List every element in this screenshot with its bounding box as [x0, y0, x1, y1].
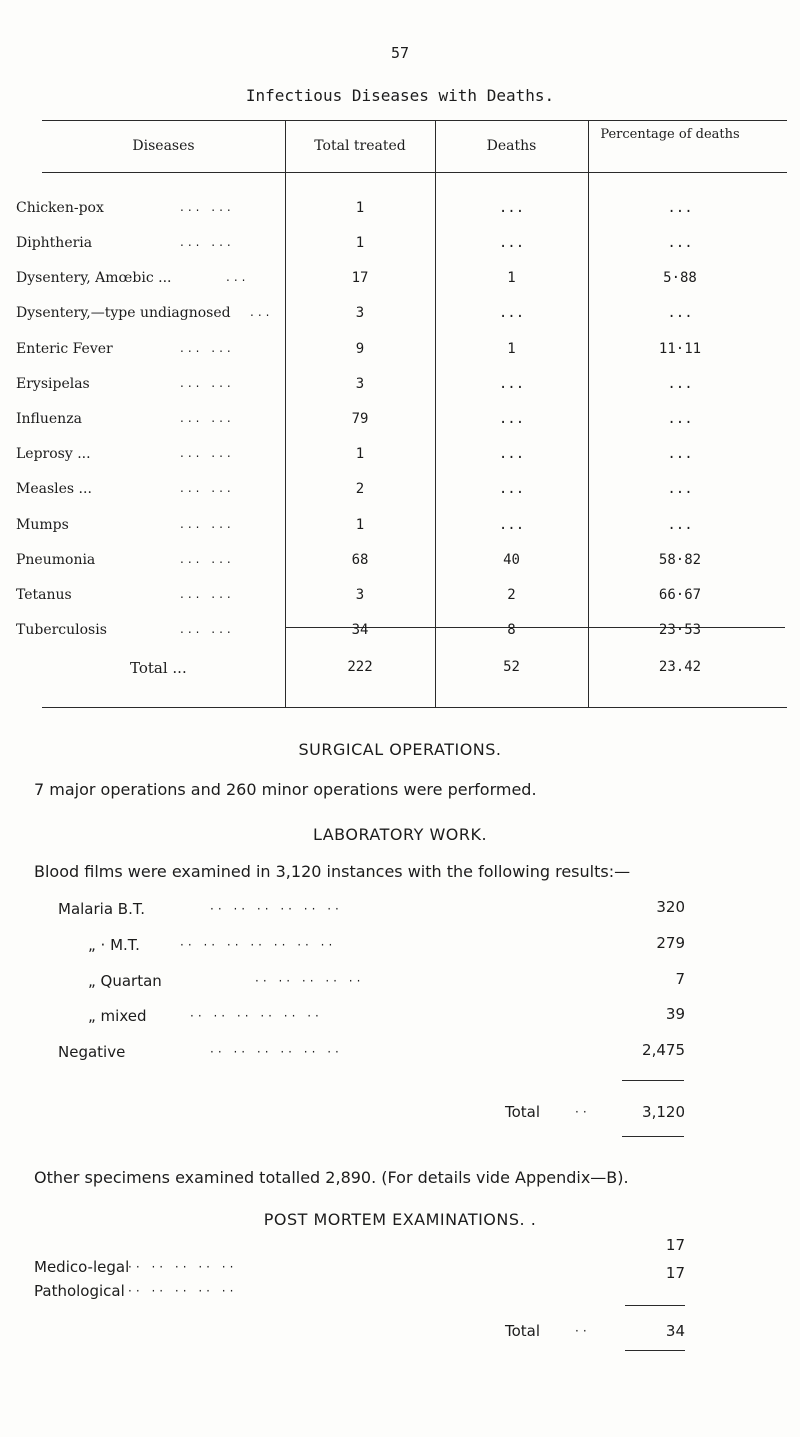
- pct-cell: ...: [667, 411, 693, 427]
- item-value: 17: [665, 1264, 685, 1282]
- dot-leader: ... ...: [180, 481, 235, 495]
- surgical-heading: SURGICAL OPERATIONS.: [298, 740, 502, 759]
- treated-cell: 1: [355, 446, 365, 462]
- pct-cell: ...: [667, 200, 693, 216]
- deaths-cell: 1: [507, 341, 516, 357]
- disease-name: Influenza: [16, 411, 82, 427]
- pct-cell: 66·67: [658, 587, 702, 603]
- deaths-cell: ...: [498, 411, 525, 427]
- deaths-cell: 1: [507, 270, 516, 286]
- disease-name: Enteric Fever: [16, 341, 113, 357]
- dot-leader: ... ...: [180, 200, 235, 214]
- item-value: 17: [665, 1236, 685, 1254]
- disease-name: Tuberculosis: [16, 622, 107, 638]
- deaths-cell: 40: [503, 552, 520, 568]
- item-value: 320: [656, 898, 685, 916]
- dot-leader: ... ...: [180, 341, 235, 355]
- total-label: Total ...: [130, 659, 187, 677]
- item-label: Pathological: [34, 1282, 125, 1300]
- disease-name: Measles ...: [16, 481, 92, 497]
- treated-cell: 3: [355, 305, 365, 321]
- dot-leader: ... ...: [180, 622, 235, 636]
- treated-cell: 2: [355, 481, 365, 497]
- treated-cell: 3: [355, 587, 365, 603]
- item-value: 279: [656, 934, 685, 952]
- deaths-cell: 2: [507, 587, 516, 603]
- deaths-cell: ...: [498, 376, 525, 392]
- header-diseases: Diseases: [132, 138, 195, 154]
- item-value: 39: [665, 1005, 685, 1023]
- disease-name: Dysentery,—type undiagnosed: [16, 305, 231, 321]
- treated-cell: 17: [351, 270, 369, 286]
- lab-sum-rule: [622, 1080, 684, 1081]
- lab-total-rule: [622, 1136, 684, 1137]
- lab-total-label: Total: [505, 1103, 541, 1121]
- post-mortem-heading: POST MORTEM EXAMINATIONS. .: [263, 1210, 537, 1229]
- total-pct: 23.42: [658, 659, 702, 675]
- laboratory-heading: LABORATORY WORK.: [312, 825, 488, 844]
- dot-leader: ... ...: [180, 517, 235, 531]
- disease-name: Diphtheria: [16, 235, 93, 251]
- treated-cell: 3: [355, 376, 365, 392]
- pct-cell: 58·82: [658, 552, 702, 568]
- pct-cell: ...: [667, 376, 693, 392]
- dot-leader: ...: [250, 305, 274, 319]
- header-deaths: Deaths: [486, 138, 537, 154]
- deaths-cell: ...: [498, 200, 525, 216]
- page-number: 57: [390, 44, 410, 62]
- treated-cell: 1: [355, 235, 365, 251]
- pm-total-value: 34: [665, 1322, 685, 1340]
- disease-name: Erysipelas: [16, 376, 90, 392]
- header-percentage: Percentage of deaths: [600, 127, 740, 142]
- disease-name: Chicken-pox: [16, 200, 104, 216]
- disease-name: Mumps: [16, 517, 69, 533]
- item-label: Medico-legal: [34, 1258, 130, 1276]
- header-total-treated: Total treated: [314, 138, 406, 154]
- pct-cell: ...: [667, 446, 693, 462]
- pm-sum-rule: [625, 1305, 685, 1306]
- page-title: Infectious Diseases with Deaths.: [245, 86, 555, 105]
- dot-leader: ... ...: [180, 552, 235, 566]
- pct-cell: 23·53: [658, 622, 702, 638]
- deaths-cell: ...: [498, 517, 525, 533]
- dot-leader: ...: [226, 270, 250, 284]
- other-specimens-text: Other specimens examined totalled 2,890. (For details vide Appendix—B).: [34, 1168, 629, 1187]
- deaths-cell: ...: [498, 481, 525, 497]
- pct-cell: ...: [667, 517, 693, 533]
- disease-name: Tetanus: [16, 587, 72, 603]
- deaths-cell: ...: [498, 305, 525, 321]
- deaths-cell: ...: [498, 446, 525, 462]
- treated-cell: 68: [351, 552, 369, 568]
- deaths-cell: ...: [498, 235, 525, 251]
- surgical-text: 7 major operations and 260 minor operations were performed.: [34, 780, 537, 799]
- dot-leader: ... ...: [180, 411, 235, 425]
- pct-cell: ...: [667, 305, 693, 321]
- pct-cell: 11·11: [658, 341, 702, 357]
- item-label: „ mixed: [88, 1007, 147, 1025]
- item-label: Negative: [58, 1043, 126, 1061]
- dot-leader: ... ...: [180, 587, 235, 601]
- laboratory-intro: Blood films were examined in 3,120 instances with the following results:—: [34, 862, 631, 881]
- treated-cell: 79: [351, 411, 369, 427]
- item-label: „ Quartan: [88, 972, 162, 990]
- item-label: Malaria B.T.: [58, 900, 145, 918]
- dot-leader: ... ...: [180, 446, 235, 460]
- treated-cell: 34: [351, 622, 369, 638]
- pct-cell: 5·88: [663, 270, 697, 286]
- pct-cell: ...: [667, 481, 693, 497]
- deaths-cell: 8: [507, 622, 516, 638]
- treated-cell: 1: [355, 200, 365, 216]
- disease-name: Leprosy ...: [16, 446, 91, 462]
- lab-total-value: 3,120: [642, 1103, 685, 1121]
- disease-name: Pneumonia: [16, 552, 96, 568]
- pm-total-rule: [625, 1350, 685, 1351]
- disease-name: Dysentery, Amœbic ...: [16, 270, 172, 286]
- pm-total-label: Total: [505, 1322, 541, 1340]
- treated-cell: 1: [355, 517, 365, 533]
- total-deaths: 52: [503, 659, 520, 675]
- item-value: 7: [675, 970, 685, 988]
- pct-cell: ...: [667, 235, 693, 251]
- total-treated: 222: [347, 659, 373, 675]
- treated-cell: 9: [355, 341, 365, 357]
- item-value: 2,475: [642, 1041, 685, 1059]
- item-label: „ · M.T.: [88, 936, 140, 954]
- dot-leader: ... ...: [180, 235, 235, 249]
- dot-leader: ... ...: [180, 376, 235, 390]
